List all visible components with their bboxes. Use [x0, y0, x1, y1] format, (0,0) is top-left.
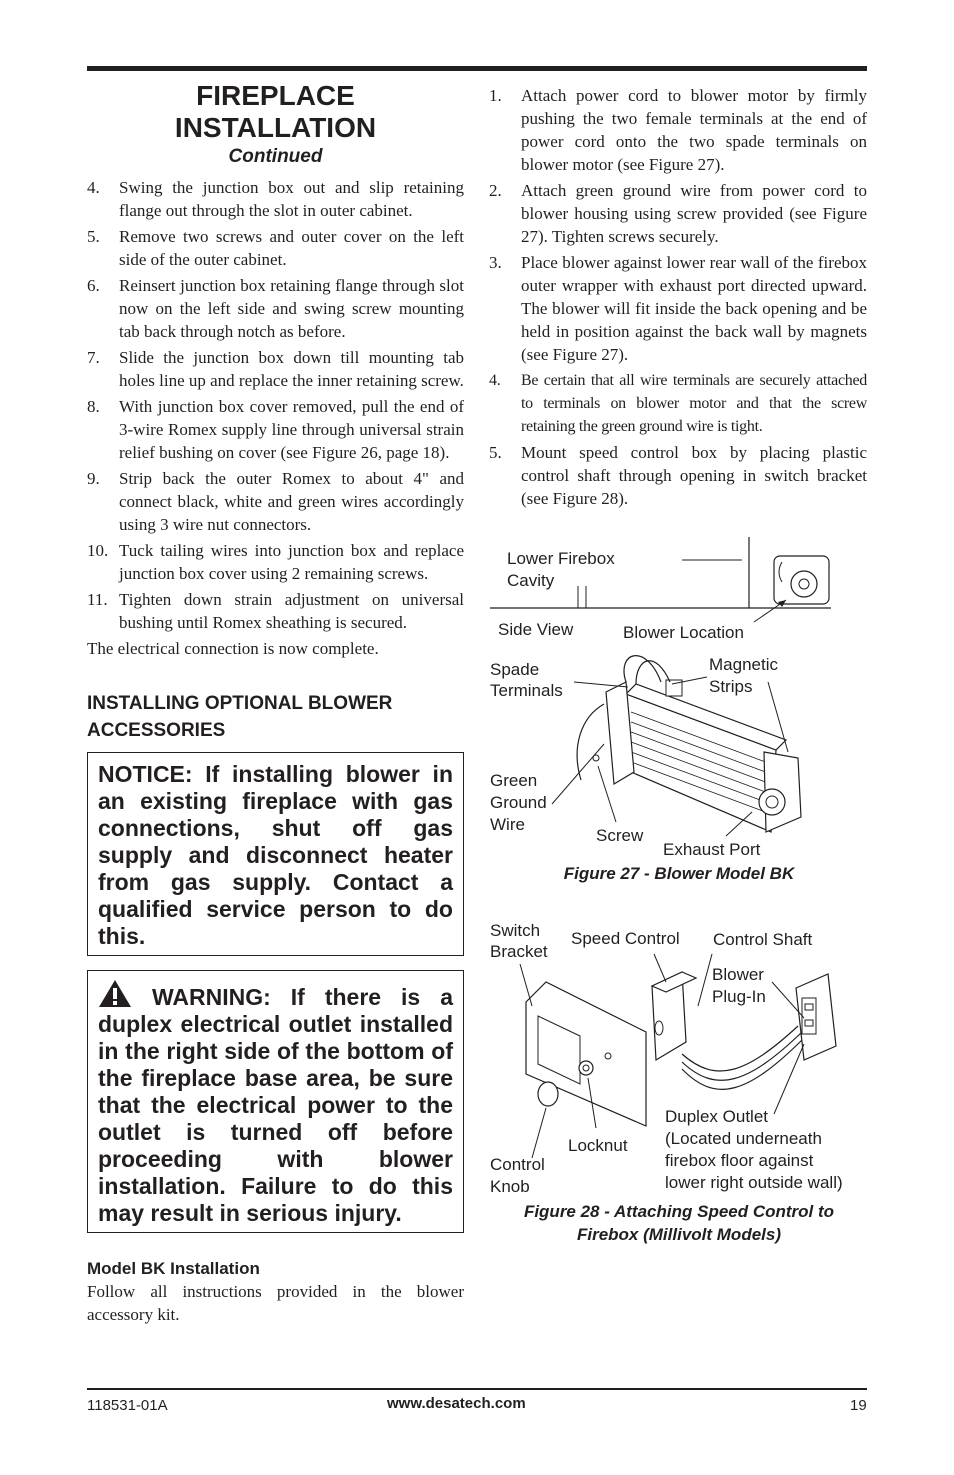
- label-duplex-1: Duplex Outlet: [665, 1107, 768, 1126]
- completion-note: The electrical connection is now complete.: [87, 639, 379, 658]
- label-knob-2: Knob: [490, 1177, 530, 1196]
- step-number: 7.: [87, 348, 100, 367]
- label-screw: Screw: [596, 826, 644, 845]
- label-green-1: Green: [490, 771, 538, 790]
- figure-28-speed-control-diagram: [486, 914, 868, 1198]
- figure-28-caption: [489, 1200, 869, 1246]
- label-locknut: Locknut: [568, 1136, 628, 1155]
- step-number: 1.: [489, 86, 502, 105]
- step-text: Mount speed control box by placing plastic control shaft through opening in switch bracket (see Figure 28).: [521, 443, 867, 508]
- label-control-shaft: Control Shaft: [713, 930, 813, 949]
- step-text: Reinsert junction box retaining flange through slot now on the left side and swing screw mounting tab back through notch as before.: [119, 276, 464, 341]
- label-green-2: Ground: [490, 793, 547, 812]
- step-text: Swing the junction box out and slip retaining flange out through the slot in outer cabinet.: [119, 178, 464, 220]
- list-item: [489, 251, 867, 366]
- model-text: Follow all instructions provided in the blower accessory kit.: [87, 1282, 464, 1324]
- left-step-list: [87, 176, 464, 634]
- figure-28-caption-line-2: Firebox (Millivolt Models): [576, 1225, 781, 1244]
- step-number: 10.: [87, 541, 109, 560]
- figure-28-caption-line-1: Figure 28 - Attaching Speed Control to: [523, 1202, 835, 1221]
- step-number: 5.: [489, 443, 502, 462]
- step-text: Tighten down strain adjustment on universal bushing until Romex sheathing is secured.: [119, 590, 464, 632]
- label-spade-2: Terminals: [490, 681, 563, 700]
- figure-27-caption: Figure 27 - Blower Model BK: [563, 864, 795, 883]
- label-green-3: Wire: [490, 815, 525, 834]
- title-line-2: INSTALLATION: [174, 112, 377, 143]
- bottom-rule: [87, 1388, 867, 1390]
- figure-27-blower-diagram: [486, 532, 866, 862]
- list-item: [489, 84, 867, 176]
- step-number: 9.: [87, 469, 100, 488]
- title-line-1: FIREPLACE: [196, 80, 355, 111]
- step-text: Attach power cord to blower motor by firmly pushing the two female terminals at the end of power cord onto the two spade terminals on blower motor (see Figure 27).: [521, 86, 867, 174]
- label-speed-control: Speed Control: [571, 929, 680, 948]
- step-number: 4.: [489, 372, 501, 389]
- step-text: Strip back the outer Romex to about 4" and connect black, white and green wires accordingly using 3 wire nut connectors.: [119, 469, 464, 534]
- label-magnetic-1: Magnetic: [709, 655, 778, 674]
- list-item: [489, 179, 867, 248]
- page-subtitle: Continued: [228, 146, 323, 167]
- right-column: [489, 84, 867, 513]
- step-number: 6.: [87, 276, 100, 295]
- warning-text: WARNING: If there is a duplex electrical outlet installed in the right side of the bottom of the fireplace base area, be sure that the electrical power to the outlet is turned off before proceeding with blower installation. Failure to do this may result in serious injury.: [98, 984, 453, 1226]
- list-item: [87, 395, 464, 464]
- section-heading: INSTALLING OPTIONAL BLOWER ACCESSORIES: [87, 693, 393, 741]
- list-item: [87, 274, 464, 343]
- document-number: 118531-01A: [87, 1397, 168, 1414]
- notice-box: NOTICE: If installing blower in an existing fireplace with gas connections, shut off gas supply and disconnect heater from gas supply. Contact a qualified service person to do this.: [87, 752, 464, 956]
- warning-triangle-icon: [98, 979, 132, 1008]
- label-switch-2: Bracket: [490, 942, 548, 961]
- warning-box: [87, 970, 464, 1233]
- label-duplex-3: firebox floor against: [665, 1151, 814, 1170]
- top-rule: [87, 66, 867, 71]
- website-link[interactable]: www.desatech.com: [387, 1395, 526, 1412]
- label-blower-2: Plug-In: [712, 987, 766, 1006]
- list-item: [87, 176, 464, 222]
- step-number: 3.: [489, 253, 502, 272]
- list-item: [87, 225, 464, 271]
- list-item: [87, 588, 464, 634]
- step-text: Slide the junction box down till mounting tab holes line up and replace the inner retaining screw.: [119, 348, 464, 390]
- step-text: Remove two screws and outer cover on the left side of the outer cabinet.: [119, 227, 464, 269]
- label-duplex-2: (Located underneath: [665, 1129, 822, 1148]
- right-step-list: [489, 84, 867, 510]
- subsection-heading: Model BK Installation: [87, 1259, 260, 1278]
- left-column: [87, 80, 464, 1326]
- step-text: With junction box cover removed, pull the end of 3-wire Romex supply line through universal strain relief bushing on cover (see Figure 26, page 18).: [119, 397, 464, 462]
- step-text: Attach green ground wire from power cord to blower housing using screw provided (see Figure 27). Tighten screws securely.: [521, 181, 867, 246]
- label-knob-1: Control: [490, 1155, 545, 1174]
- list-item: [489, 441, 867, 510]
- step-number: 2.: [489, 181, 502, 200]
- page-title: [87, 80, 464, 144]
- list-item: [87, 346, 464, 392]
- step-number: 8.: [87, 397, 100, 416]
- label-switch-1: Switch: [490, 921, 541, 940]
- step-number: 5.: [87, 227, 100, 246]
- label-side-view: Side View: [498, 620, 574, 639]
- list-item: [87, 467, 464, 536]
- step-number: 11.: [87, 590, 108, 609]
- step-text: Be certain that all wire terminals are securely attached to terminals on blower motor and that the screw retaining the green ground wire is tight.: [521, 372, 867, 435]
- label-exhaust-port: Exhaust Port: [663, 840, 761, 859]
- label-magnetic-2: Strips: [709, 677, 753, 696]
- label-lower-firebox-1: Lower Firebox: [507, 549, 615, 568]
- list-item: [489, 369, 867, 438]
- label-lower-firebox-2: Cavity: [507, 571, 555, 590]
- label-duplex-4: lower right outside wall): [665, 1173, 843, 1192]
- label-spade-1: Spade: [490, 660, 540, 679]
- list-item: [87, 539, 464, 585]
- step-text: Place blower against lower rear wall of the firebox outer wrapper with exhaust port directed upward. The blower will fit inside the back opening and be held in position against the back wall by magnets (see Figure 27).: [521, 253, 867, 364]
- step-number: 4.: [87, 178, 100, 197]
- side-view-blower-icon: [774, 556, 829, 604]
- label-blower-1: Blower: [712, 965, 764, 984]
- label-blower-location: Blower Location: [623, 623, 744, 642]
- step-text: Tuck tailing wires into junction box and replace junction box cover using 2 remaining screws.: [119, 541, 464, 583]
- page-number: 19: [850, 1397, 867, 1414]
